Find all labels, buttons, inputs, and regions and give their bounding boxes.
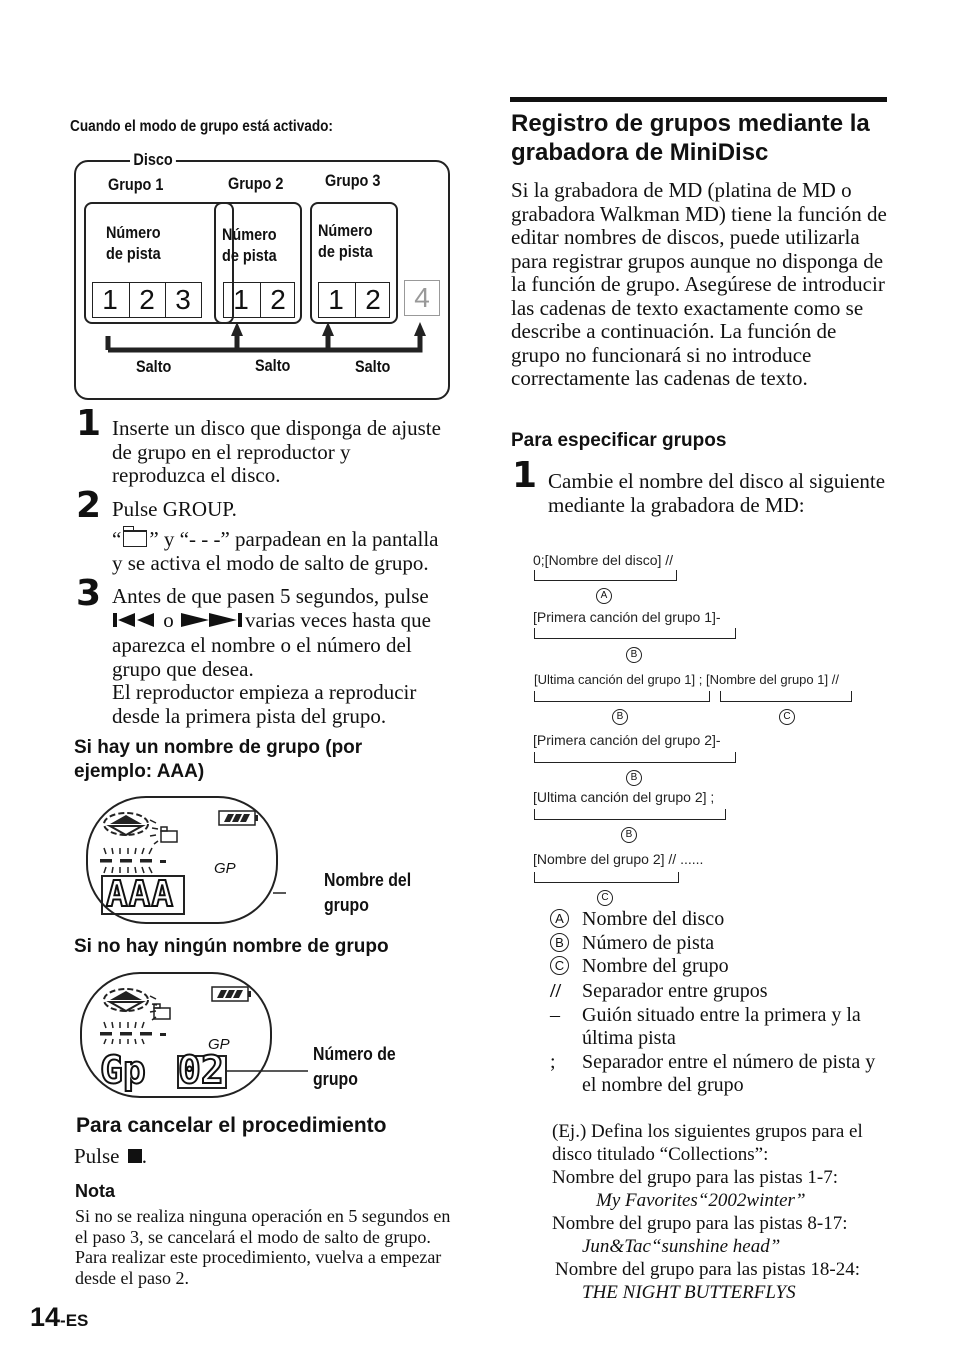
step-number: 1 [512, 455, 538, 496]
page-number [30, 1302, 88, 1333]
stop-icon [128, 1149, 142, 1163]
skip-label: Salto [136, 357, 172, 376]
section-heading: Registro de grupos mediante la grabadora de MiniDisc [511, 110, 870, 166]
legend-text: Guión situado entre la primera y la última pista [582, 1003, 861, 1049]
skip-label: Salto [255, 356, 291, 375]
example-value: THE NIGHT BUTTERFLYS [582, 1282, 796, 1303]
legend-symbol: // [550, 980, 562, 1002]
sub-no-group-name: Si no hay ningún nombre de grupo [74, 936, 389, 957]
legend-symbol: – [550, 1003, 560, 1026]
syntax-underline [534, 809, 726, 820]
track-cell: 2 [260, 283, 295, 317]
marker-c: C [597, 890, 613, 906]
callout-group-number: Número de grupo [313, 1044, 396, 1089]
syntax-line: [Primera canción del grupo 1]- [533, 609, 721, 625]
skip-label: Salto [355, 357, 391, 376]
legend-text: Nombre del grupo [582, 955, 729, 977]
sub-specify-groups: Para especificar grupos [511, 430, 727, 451]
mode-caption: Cuando el modo de grupo está activado: [70, 118, 333, 135]
page-number-value: 14 [30, 1302, 61, 1332]
track-cell: 1 [328, 284, 344, 315]
note-text: Si no se realiza ninguna operación en 5 segundos en el paso 3, se cancelará el modo de salto de grupo. Para realizar este procedimiento, vuelva a empezar desde el paso 2. [75, 1206, 451, 1288]
callout-group-name: Nombre del grupo [324, 870, 412, 915]
syntax-underline [720, 691, 852, 702]
legend-item [550, 955, 890, 980]
legend-text: Separador entre el número de pista y el nombre del grupo [582, 1050, 876, 1096]
step-2-text: Pulse GROUP. [112, 497, 237, 521]
marker [621, 824, 637, 843]
lcd-group-number: 02 [178, 1048, 224, 1092]
legend-text: Número de pista [582, 931, 715, 954]
marker [626, 644, 642, 663]
marker [597, 887, 613, 906]
cancel-text-label: Pulse [74, 1144, 120, 1168]
right-step-text: Cambie el nombre del disco al siguiente mediante la grabadora de MD: [548, 469, 886, 517]
track-cell: 2 [129, 283, 164, 317]
folder-icon [123, 530, 147, 547]
track-cell: 1 [233, 284, 249, 315]
step-number: 2 [76, 485, 102, 526]
step-number: 1 [76, 403, 102, 444]
page-number-suffix: -ES [60, 1311, 89, 1330]
step-3-text-d: El reproductor empieza a reproducir desde la primera pista del grupo. [112, 680, 417, 728]
gp-indicator: GP [214, 860, 236, 877]
cancel-text [74, 1145, 147, 1169]
example-label: Nombre del grupo para las pistas 8-17: [552, 1213, 848, 1234]
syntax-line: [Ultima canción del grupo 1] ; [Nombre del grupo 1] // [534, 672, 839, 687]
group-1-label: Grupo 1 [108, 175, 164, 194]
step-2-detail [112, 528, 452, 575]
gp-indicator: GP [208, 1036, 230, 1053]
syntax-underline [534, 872, 679, 883]
lcd-group-name: AAA [106, 874, 175, 915]
marker-b: B [621, 827, 637, 843]
legend-item [550, 1004, 890, 1051]
group-2-label: Grupo 2 [228, 174, 284, 193]
legend-item [550, 932, 890, 956]
legend-symbol: B [550, 933, 569, 952]
group-diagram [74, 148, 450, 400]
step-3-text [112, 585, 452, 728]
syntax-line: 0;[Nombre del disco] // [533, 552, 674, 568]
marker [596, 585, 612, 604]
sub-group-name: Si hay un nombre de grupo (por ejemplo: AAA) [74, 737, 363, 782]
marker-b: B [626, 647, 642, 663]
example-block [552, 1120, 887, 1304]
prev-icon [112, 611, 158, 635]
legend-item [550, 1051, 890, 1098]
step-number: 3 [76, 573, 102, 614]
step-1-text: Inserte un disco que disponga de ajuste de grupo en el reproductor y reproduzca el disco. [112, 416, 441, 487]
legend [550, 908, 890, 1098]
legend-item [550, 980, 890, 1004]
track-cell: 1 [102, 284, 118, 315]
step-3-text-a: Antes de que pasen 5 segundos, pulse [112, 584, 429, 608]
legend-text: Nombre del disco [582, 908, 725, 930]
legend-symbol: C [550, 956, 569, 975]
example-label: Nombre del grupo para las pistas 18-24: [555, 1259, 860, 1280]
marker-c: C [779, 709, 795, 725]
group-3-label: Grupo 3 [325, 171, 381, 190]
heading-rule [510, 97, 887, 102]
marker-b: B [626, 770, 642, 786]
step-3-or: o [163, 607, 174, 632]
note-heading: Nota [75, 1181, 115, 1201]
syntax-line: [Primera canción del grupo 2]- [533, 732, 721, 748]
syntax-line: [Ultima canción del grupo 2] ; [533, 789, 715, 805]
marker [626, 767, 642, 786]
track-label: Número de pista [318, 221, 373, 261]
step-3-text-c: varias veces hasta que aparezca el nombre o el número del grupo que desea. [112, 607, 431, 681]
syntax-underline [534, 752, 736, 763]
syntax-underline [534, 628, 736, 639]
example-intro: (Ej.) Defina los siguientes grupos para el disco titulado “Collections”: [552, 1121, 863, 1165]
syntax-underline [534, 691, 710, 702]
marker [779, 706, 795, 725]
legend-text: Separador entre grupos [582, 980, 768, 1002]
cancel-text-end: . [141, 1144, 148, 1168]
syntax-underline [534, 570, 677, 581]
example-value: Jun&Tac“sunshine head” [582, 1236, 781, 1257]
marker [612, 706, 628, 725]
lcd-gp-text: Gp [100, 1048, 146, 1092]
step-2-detail-text: ” y “- - -” parpadean en la pantalla y se activa el modo de salto de grupo. [112, 527, 439, 575]
legend-item [550, 908, 890, 932]
track-cell: 2 [355, 283, 390, 317]
track-cell: 3 [165, 283, 200, 317]
syntax-line: [Nombre del grupo 2] // ...... [533, 851, 704, 867]
cancel-heading: Para cancelar el procedimiento [76, 1114, 387, 1137]
disc-label: Disco [130, 150, 176, 170]
legend-symbol: ; [550, 1050, 556, 1073]
next-icon [179, 611, 245, 635]
example-label: Nombre del grupo para las pistas 1-7: [552, 1167, 838, 1188]
marker-b: B [612, 709, 628, 725]
example-value: My Favorites“2002winter” [596, 1190, 806, 1211]
extra-track-cell: 4 [404, 280, 440, 316]
syntax-block [530, 548, 910, 908]
legend-symbol: A [550, 909, 569, 928]
marker-a: A [596, 588, 612, 604]
track-label: Número de pista [106, 223, 161, 263]
quote-open: “ [112, 527, 122, 551]
track-label: Número de pista [222, 225, 277, 265]
section-intro: Si la grabadora de MD (platina de MD o grabadora Walkman MD) tiene la función de editar nombres de discos, puede utilizarla para registrar grupos aunque no disponga de la función de grupo. Asegúrese de introducir las cadenas de texto exactamente como se describe a continuación. La función de grupo no funcionará si no introduce correctamente las cadenas de texto. [511, 178, 887, 390]
